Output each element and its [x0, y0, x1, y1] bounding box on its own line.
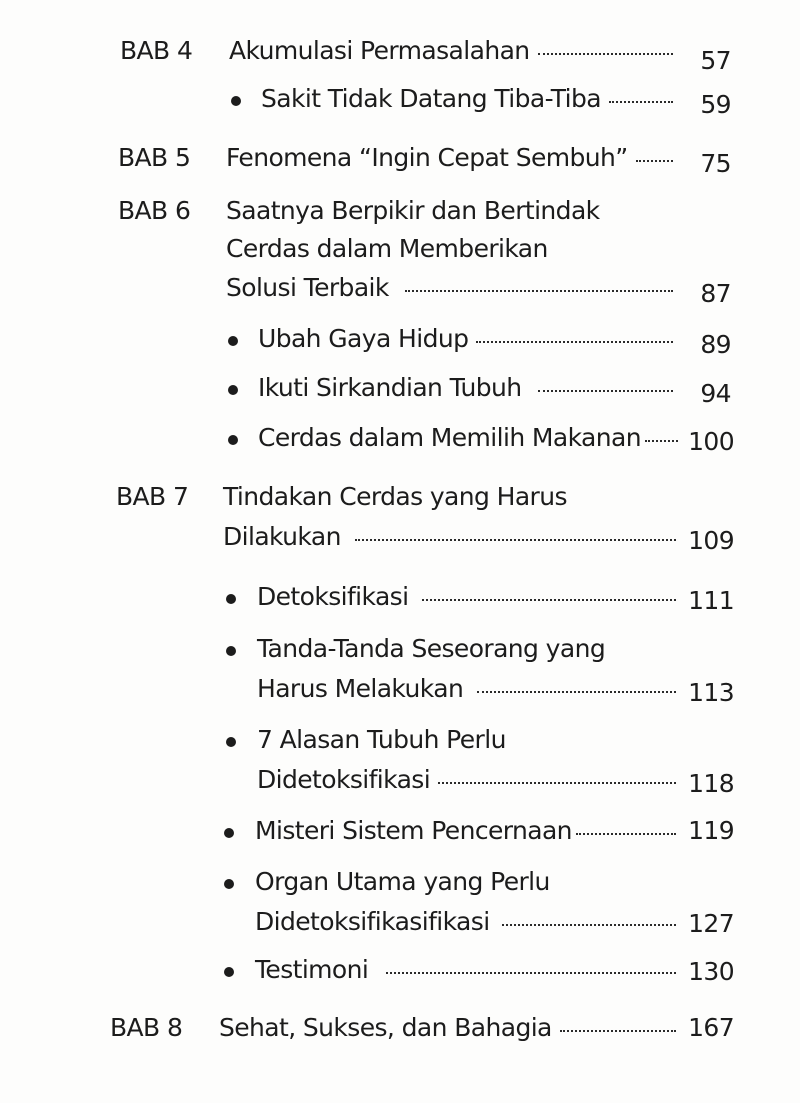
toc-entry: [258, 423, 734, 456]
toc-subitem[interactable]: [0, 725, 800, 805]
bullet-icon: [224, 879, 234, 889]
page-number: 75: [700, 149, 731, 178]
toc-entry[interactable]: [219, 1013, 734, 1043]
toc-entry: [257, 582, 734, 615]
chapter-title-line-1: Tindakan Cerdas yang Harus: [223, 482, 567, 511]
chapter-title: Akumulasi Permasalahan: [229, 36, 530, 65]
toc-subitem[interactable]: [0, 373, 800, 413]
chapter-title-line-3: Solusi Terbaik: [226, 273, 389, 302]
dot-leader: [477, 691, 676, 693]
toc-entry: [258, 324, 731, 359]
page-number: 113: [688, 678, 734, 707]
page-number: 119: [688, 816, 734, 845]
page-number: 130: [688, 957, 734, 986]
toc-entry: [257, 765, 734, 798]
subitem-title-line-2: Harus Melakukan: [257, 674, 464, 703]
dot-leader: [502, 924, 676, 926]
dot-leader: [645, 440, 678, 442]
chapter-title-line-1: Saatnya Berpikir dan Bertindak: [226, 196, 600, 225]
dot-leader: [609, 101, 673, 103]
dot-leader: [355, 539, 676, 541]
subitem-title: Misteri Sistem Pencernaan: [255, 816, 572, 845]
page-number: 87: [700, 279, 731, 308]
page-number: 59: [700, 90, 731, 119]
toc-subitem[interactable]: [0, 84, 800, 124]
toc-entry[interactable]: [223, 522, 734, 555]
page-number: 167: [688, 1013, 734, 1042]
chapter-bab-8: [0, 1013, 800, 1053]
dot-leader: [405, 290, 673, 292]
subitem-title: Cerdas dalam Memilih Makanan: [258, 423, 641, 452]
toc-entry: [257, 674, 734, 707]
page-number: 100: [688, 427, 734, 456]
dot-leader: [538, 390, 673, 392]
dot-leader: [576, 833, 676, 835]
subitem-title: Detoksifikasi: [257, 582, 409, 611]
toc-subitem[interactable]: [0, 867, 800, 947]
toc-subitem[interactable]: [0, 816, 800, 856]
page-number: 111: [688, 586, 734, 615]
page-number: 94: [700, 379, 731, 408]
chapter-label: BAB 8: [110, 1013, 183, 1042]
chapter-title-line-2: Dilakukan: [223, 522, 341, 551]
subitem-title-line-2: Didetoksifikasifikasi: [255, 907, 490, 936]
toc-subitem[interactable]: [0, 582, 800, 622]
subitem-title: Sakit Tidak Datang Tiba-Tiba: [261, 84, 601, 113]
chapter-label: BAB 6: [118, 196, 191, 225]
bullet-icon: [224, 967, 234, 977]
page-number: 109: [688, 526, 734, 555]
chapter-label: BAB 5: [118, 143, 191, 172]
toc-subitem[interactable]: [0, 955, 800, 995]
bullet-icon: [224, 828, 234, 838]
subitem-title: Testimoni: [255, 955, 369, 984]
toc-entry: [258, 373, 731, 408]
page-number: 127: [688, 909, 734, 938]
subitem-title: Ikuti Sirkandian Tubuh: [258, 373, 522, 402]
bullet-icon: [228, 385, 238, 395]
toc-entry: [255, 955, 734, 985]
chapter-label: BAB 4: [120, 36, 193, 65]
toc-entry: [255, 816, 734, 846]
toc-subitem[interactable]: [0, 324, 800, 364]
bullet-icon: [226, 646, 236, 656]
chapter-title: Fenomena “Ingin Cepat Sembuh”: [226, 143, 628, 172]
dot-leader: [422, 599, 676, 601]
bullet-icon: [228, 435, 238, 445]
chapter-bab-6: [0, 196, 800, 316]
bullet-icon: [228, 336, 238, 346]
bullet-icon: [231, 96, 241, 106]
chapter-bab-5: [0, 143, 800, 183]
toc-entry[interactable]: [229, 36, 731, 75]
page-number: 118: [688, 769, 734, 798]
toc-subitem[interactable]: [0, 423, 800, 463]
subitem-title-line-1: Organ Utama yang Perlu: [255, 867, 550, 896]
subitem-title-line-2: Didetoksifikasi: [257, 765, 431, 794]
dot-leader: [636, 160, 673, 162]
dot-leader: [476, 341, 673, 343]
chapter-bab-7: [0, 482, 800, 562]
subitem-title-line-1: Tanda-Tanda Seseorang yang: [257, 634, 606, 663]
dot-leader: [438, 782, 676, 784]
bullet-icon: [226, 737, 236, 747]
dot-leader: [386, 972, 676, 974]
toc-entry[interactable]: [226, 273, 731, 308]
bullet-icon: [226, 594, 236, 604]
page-number: 57: [700, 46, 731, 75]
chapter-title-line-2: Cerdas dalam Memberikan: [226, 234, 548, 263]
dot-leader: [560, 1030, 676, 1032]
chapter-label: BAB 7: [116, 482, 189, 511]
toc-entry: [261, 84, 731, 119]
toc-entry: [255, 907, 734, 937]
dot-leader: [538, 53, 673, 55]
subitem-title-line-1: 7 Alasan Tubuh Perlu: [257, 725, 506, 754]
chapter-title: Sehat, Sukses, dan Bahagia: [219, 1013, 552, 1042]
subitem-title: Ubah Gaya Hidup: [258, 324, 469, 353]
toc-subitem[interactable]: [0, 634, 800, 714]
chapter-bab-4: [0, 36, 800, 76]
toc-entry[interactable]: [226, 143, 731, 178]
page-number: 89: [700, 330, 731, 359]
